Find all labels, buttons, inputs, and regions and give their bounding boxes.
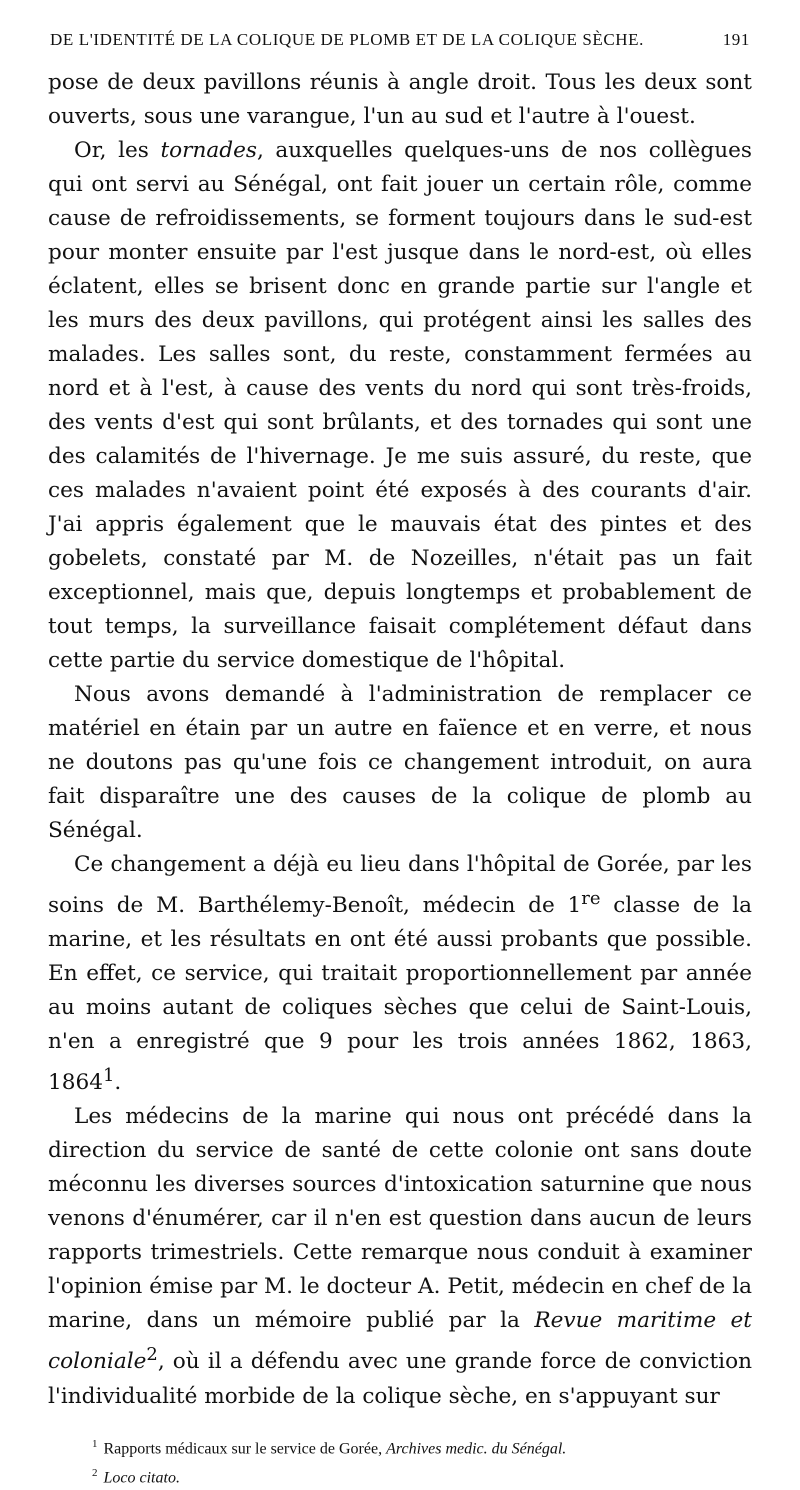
italic-text: Archives medic. du Sénégal.: [386, 1439, 567, 1457]
italic-text: Revue maritime et coloniale: [48, 1308, 752, 1375]
superscript: re: [581, 888, 601, 909]
paragraph: [48, 134, 752, 678]
footnote: [92, 1461, 752, 1490]
paragraph: [48, 66, 752, 134]
running-header: [48, 30, 752, 66]
text-run: Rapports médicaux sur le service de Gorée,: [103, 1439, 387, 1457]
text-run: Les médecins de la marine qui nous ont précédé dans la direction du service de santé de cette colonie ont sans doute méconnu les diverses sources d'intoxication saturnine que nous venons d'énumérer, car il n'en est question dans aucun de leurs rapports trimestriels. Cette remarque nous conduit à examiner l'opinion émise par M. le docteur A. Petit, médecin en chef de la marine, dans un mémoire publié par la: [48, 1104, 752, 1334]
running-title: DE L'IDENTITÉ DE LA COLIQUE DE PLOMB ET DE LA COLIQUE SÈCHE.: [50, 30, 645, 49]
text-run: Nous avons demandé à l'administration de remplacer ce matériel en étain par un autre en faïence et en verre, et nous ne doutons pas qu'une fois ce changement introduit, on aura fait disparaître une des causes de la colique de plomb au Sénégal.: [48, 682, 752, 843]
superscript: 2: [146, 1344, 158, 1366]
superscript: 1: [102, 1065, 115, 1087]
italic-text: tornades: [160, 138, 257, 163]
text-run: Ce changement a déjà eu lieu dans l'hôpital de Gorée, par les soins de M. Barthélemy-Benoît, médecin de 1: [48, 852, 752, 919]
paragraph: [48, 1100, 752, 1413]
text-run: , où il a défendu avec une grande force de conviction l'individualité morbide de la colique sèche, en s'appuyant sur: [48, 1349, 752, 1409]
page-number: 191: [722, 30, 750, 49]
italic-text: Loco citato.: [103, 1469, 180, 1487]
footnote: [92, 1432, 752, 1461]
footnote-mark: 2: [92, 1466, 98, 1479]
text-run: classe de la marine, et les résultats en ont été aussi probants que possible. En effet, ce service, qui traitait proportionnellement par année au moins autant de coliques sèches que celui de Saint-Louis, n'en a enregistré que 9 pour les trois années 1862, 1863, 1864: [48, 893, 752, 1096]
footnotes: [48, 1432, 752, 1490]
body-text: [48, 66, 752, 1414]
paragraph: [48, 848, 752, 1100]
text-run: Or, les: [74, 138, 161, 163]
paragraph: [48, 678, 752, 848]
footnote-mark: 1: [92, 1437, 98, 1450]
text-run: .: [114, 1070, 122, 1096]
text-run: , auxquelles quelques-uns de nos collègues qui ont servi au Sénégal, ont fait jouer un certain rôle, comme cause de refroidissements, se forment toujours dans le sud-est pour monter ensuite par l'est jusque dans le nord-est, où elles éclatent, elles se brisent donc en grande partie sur l'angle et les murs des deux pavillons, qui protégent ainsi les salles des malades. Les salles sont, du reste, constamment fermées au nord et à l'est, à cause des vents du nord qui sont très-froids, des vents d'est qui sont brûlants, et des tornades qui sont une des calamités de l'hivernage. Je me suis assuré, du reste, que ces malades n'avaient point été exposés à des courants d'air. J'ai appris également que le mauvais état des pintes et des gobelets, constaté par M. de Nozeilles, n'était pas un fait exceptionnel, mais que, depuis longtemps et probablement de tout temps, la surveillance faisait complétement défaut dans cette partie du service domestique de l'hôpital.: [48, 138, 752, 673]
text-run: pose de deux pavillons réunis à angle droit. Tous les deux sont ouverts, sous une varangue, l'un au sud et l'autre à l'ouest.: [48, 70, 752, 129]
